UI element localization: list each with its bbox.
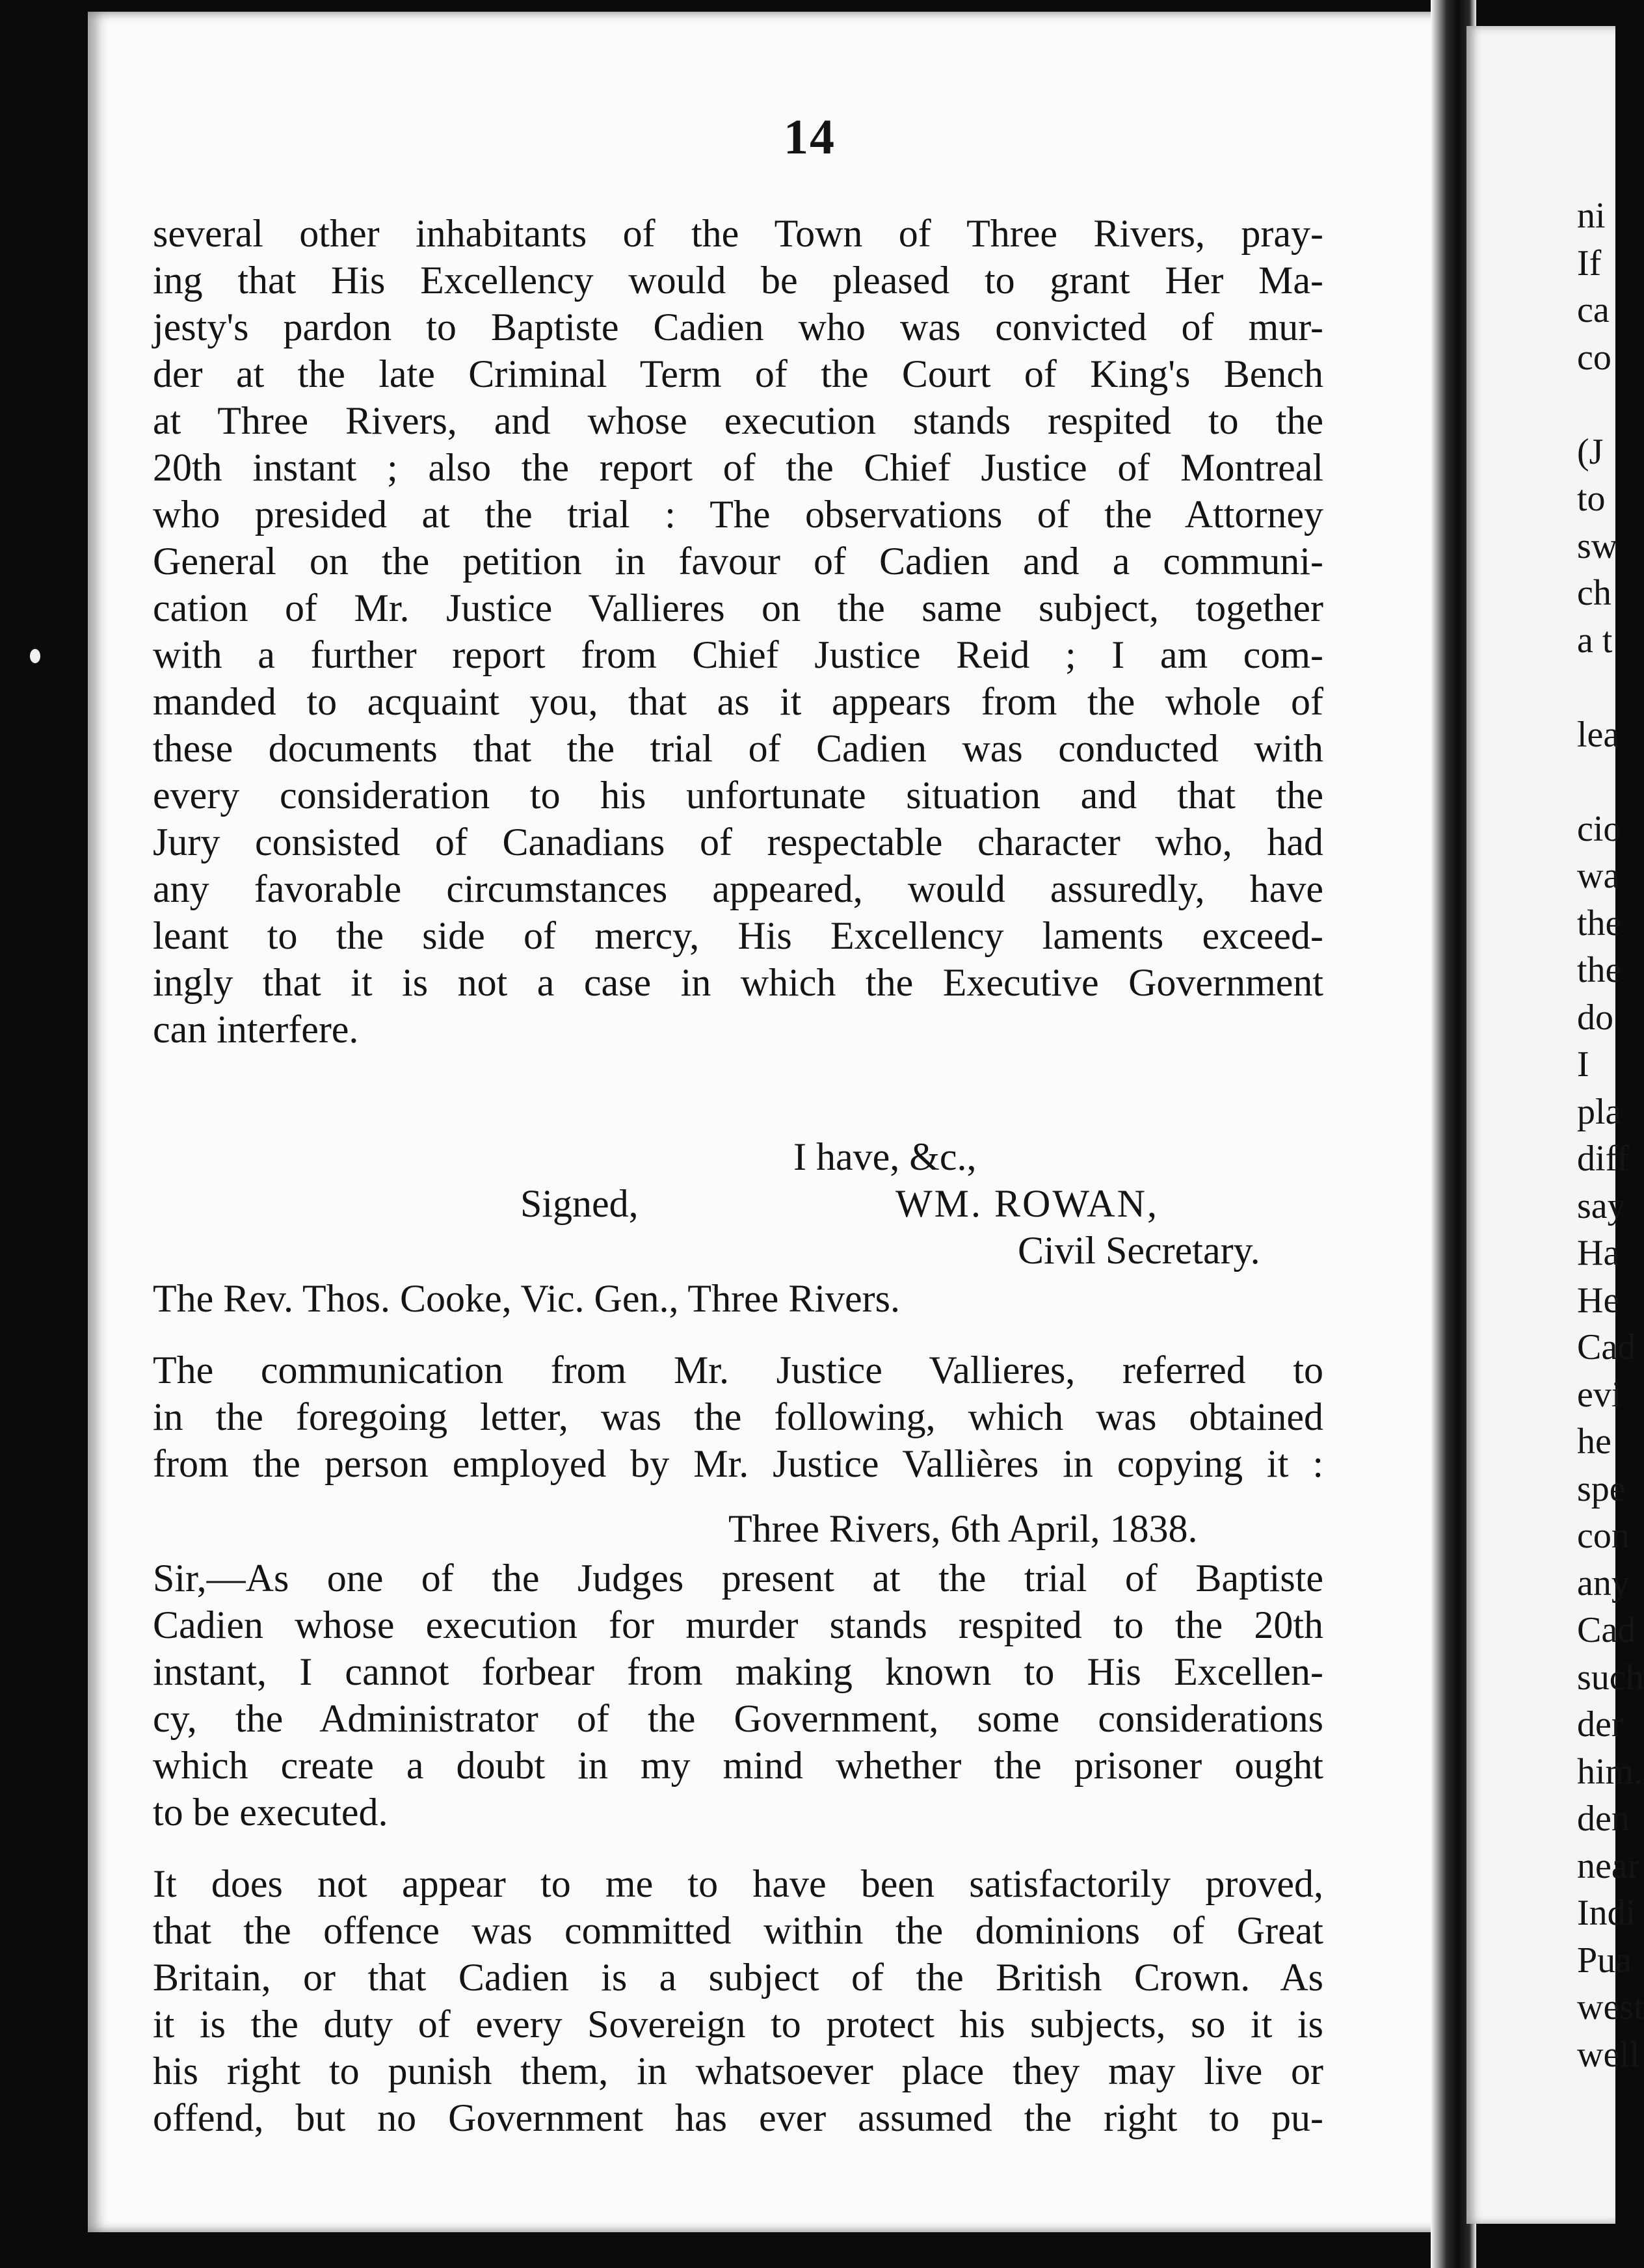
facing-page-fragment: evi bbox=[1577, 1374, 1622, 1415]
body-line: leant to the side of mercy, His Excellency laments exceed- bbox=[153, 914, 1323, 957]
intro-line: from the person employed by Mr. Justice Vallières in copying it : bbox=[153, 1442, 1323, 1485]
body-line: ingly that it is not a case in which the Executive Government bbox=[153, 961, 1323, 1004]
dateline: Three Rivers, 6th April, 1838. bbox=[728, 1507, 1198, 1550]
facing-page-fragment: Ha bbox=[1577, 1233, 1620, 1273]
letter-line: it is the duty of every Sovereign to protect his subjects, so it is bbox=[153, 2003, 1323, 2046]
body-line: cation of Mr. Justice Vallieres on the same subject, together bbox=[153, 587, 1323, 629]
signatory-name: WM. ROWAN, bbox=[895, 1182, 1159, 1225]
body-line: jesty's pardon to Baptiste Cadien who was convicted of mur- bbox=[153, 306, 1323, 349]
facing-page-fragment: say bbox=[1577, 1185, 1626, 1226]
facing-page-fragment: ni bbox=[1577, 196, 1606, 236]
body-line: Jury consisted of Canadians of respectable character who, had bbox=[153, 821, 1323, 864]
signatory-title: Civil Secretary. bbox=[1018, 1229, 1260, 1272]
body-line: with a further report from Chief Justice Reid ; I am com- bbox=[153, 633, 1323, 676]
body-line: these documents that the trial of Cadien was conducted with bbox=[153, 727, 1323, 770]
facing-page-fragment: Pua bbox=[1577, 1940, 1632, 1981]
facing-page-fragment: wa bbox=[1577, 856, 1620, 896]
facing-page-fragment: con bbox=[1577, 1516, 1630, 1556]
letter-line: Cadien whose execution for murder stands respited to the 20th bbox=[153, 1603, 1323, 1646]
body-line: every consideration to his unfortunate situation and that the bbox=[153, 774, 1323, 817]
facing-page-fragment: to bbox=[1577, 479, 1606, 519]
letter-line: to be executed. bbox=[153, 1791, 388, 1834]
letter-line: which create a doubt in my mind whether the prisoner ought bbox=[153, 1744, 1323, 1787]
facing-page-fragment: If bbox=[1577, 243, 1602, 284]
letter-line: offend, but no Government has ever assumed the right to pu- bbox=[153, 2096, 1323, 2139]
body-line: manded to acquaint you, that as it appears from the whole of bbox=[153, 680, 1323, 723]
addressee-line: The Rev. Thos. Cooke, Vic. Gen., Three Rivers. bbox=[153, 1277, 900, 1320]
letter-line: instant, I cannot forbear from making known to His Excellen- bbox=[153, 1650, 1323, 1693]
facing-page-fragment: den bbox=[1577, 1799, 1630, 1839]
margin-speck bbox=[30, 649, 40, 663]
facing-page-fragment: near bbox=[1577, 1845, 1640, 1886]
letter-line: Britain, or that Cadien is a subject of the British Crown. As bbox=[153, 1956, 1323, 1999]
facing-page-fragment: lea bbox=[1577, 714, 1620, 755]
facing-page-fragment: ch bbox=[1577, 573, 1611, 613]
body-line: any favorable circumstances appeared, would assuredly, have bbox=[153, 867, 1323, 910]
facing-page-fragment: him. bbox=[1577, 1751, 1643, 1792]
facing-page-fragment: well bbox=[1577, 2034, 1640, 2075]
facing-page-fragment: sw bbox=[1577, 525, 1618, 566]
body-line: General on the petition in favour of Cadien and a communi- bbox=[153, 540, 1323, 583]
facing-page-fragment: spe bbox=[1577, 1468, 1626, 1509]
facing-page-fragment: a t bbox=[1577, 620, 1613, 661]
letter-line: his right to punish them, in whatsoever place they may live or bbox=[153, 2050, 1323, 2092]
facing-page-fragment: Indi bbox=[1577, 1893, 1636, 1933]
body-line: ing that His Excellency would be pleased to grant Her Ma- bbox=[153, 259, 1323, 302]
body-line: who presided at the trial : The observations of the Attorney bbox=[153, 493, 1323, 536]
body-line: at Three Rivers, and whose execution stands respited to the bbox=[153, 399, 1323, 442]
facing-page-fragment: west bbox=[1577, 1987, 1644, 2027]
body-line: can interfere. bbox=[153, 1008, 359, 1051]
facing-page-fragment: ca bbox=[1577, 290, 1610, 330]
letter-line: that the offence was committed within the dominions of Great bbox=[153, 1909, 1323, 1952]
body-line: several other inhabitants of the Town of Three Rivers, pray- bbox=[153, 212, 1323, 255]
body-line: 20th instant ; also the report of the Chief Justice of Montreal bbox=[153, 446, 1323, 489]
facing-page-fragment: He bbox=[1577, 1280, 1620, 1321]
facing-page-fragment: co bbox=[1577, 337, 1611, 378]
facing-page-fragment: such bbox=[1577, 1657, 1644, 1698]
facing-page-fragment: Cad bbox=[1577, 1610, 1636, 1650]
signed-label: Signed, bbox=[520, 1182, 639, 1225]
intro-line: in the foregoing letter, was the following, which was obtained bbox=[153, 1395, 1323, 1438]
facing-page-fragment: pla bbox=[1577, 1091, 1622, 1132]
facing-page-fragment: der bbox=[1577, 1704, 1624, 1745]
facing-page-fragment: Cad bbox=[1577, 1327, 1636, 1367]
facing-page-fragment: any bbox=[1577, 1563, 1630, 1603]
left-page bbox=[88, 12, 1457, 2232]
letter-line: cy, the Administrator of the Government, some considerations bbox=[153, 1697, 1323, 1740]
right-page-edge bbox=[1466, 26, 1644, 2224]
letter-line: It does not appear to me to have been satisfactorily proved, bbox=[153, 1862, 1323, 1905]
body-line: der at the late Criminal Term of the Court of King's Bench bbox=[153, 352, 1323, 395]
facing-page-fragment: (J bbox=[1577, 431, 1604, 472]
letter-line: Sir,—As one of the Judges present at the trial of Baptiste bbox=[153, 1557, 1323, 1600]
facing-page-fragment: I bbox=[1577, 1044, 1589, 1085]
page-number: 14 bbox=[784, 110, 836, 165]
facing-page-fragment: the bbox=[1577, 903, 1622, 943]
facing-page-fragment: diff bbox=[1577, 1139, 1629, 1179]
facing-page-fragment: he bbox=[1577, 1421, 1611, 1462]
facing-page-fragment: cio bbox=[1577, 808, 1622, 849]
facing-page-fragment: do bbox=[1577, 997, 1613, 1038]
intro-line: The communication from Mr. Justice Vallieres, referred to bbox=[153, 1349, 1323, 1391]
closing-line: I have, &c., bbox=[793, 1135, 977, 1178]
facing-page-fragment: the bbox=[1577, 950, 1622, 990]
